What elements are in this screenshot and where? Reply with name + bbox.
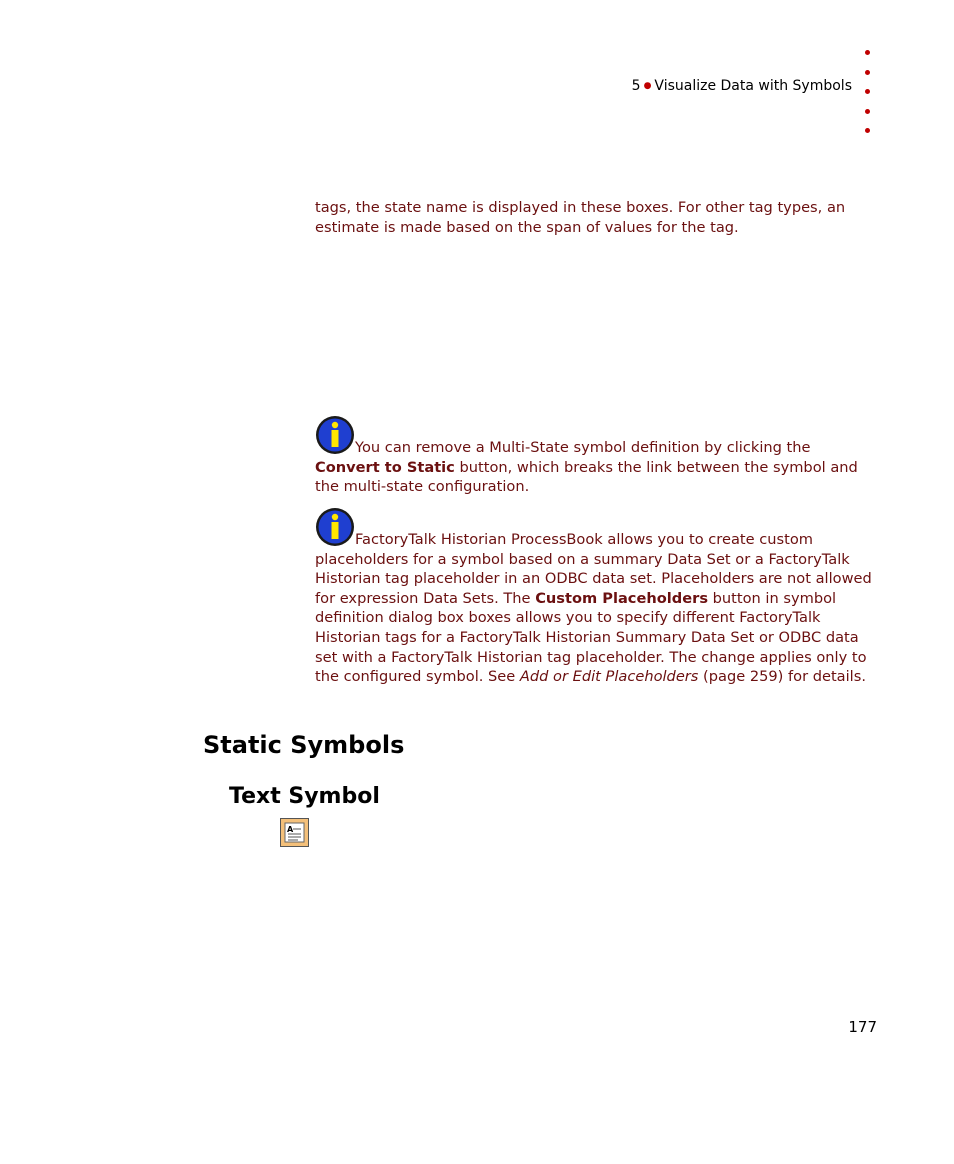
svg-text:A: A — [287, 825, 294, 834]
chapter-title: Visualize Data with Symbols — [654, 78, 852, 94]
info-icon — [315, 415, 355, 455]
note1-text: You can remove a Multi-State symbol definition by clicking the — [355, 439, 811, 456]
intro-paragraph: tags, the state name is displayed in these boxes. For other tag types, an estimate is made based on the span of values for the tag. — [315, 199, 846, 236]
info-icon — [315, 507, 355, 547]
running-header — [632, 78, 852, 94]
note-placeholders — [315, 507, 877, 687]
dot-icon — [865, 128, 870, 133]
text-symbol-icon — [280, 818, 309, 847]
section-heading: Static Symbols — [203, 731, 405, 759]
note2-text: FactoryTalk Historian ProcessBook allows you to create custom placeholders for a symbol based on a summary Data Set or a FactoryTalk Historian tag placeholder in an ODBC data set. Placeholders are not allowed for expression Data Sets. The — [315, 531, 872, 607]
note2-text-middle: button in symbol definition dialog box boxes allows you to specify different FactoryTalk Historian tags for a FactoryTalk Historian Summary Data Set or ODBC data set with a FactoryTalk Historian tag placeholder. The change applies only to the configured symbol. See — [315, 589, 867, 686]
convert-to-static-label: Convert to Static — [315, 458, 455, 476]
note1-text-after: button, which breaks the link between the symbol and the multi-state configuration. — [315, 458, 858, 496]
dot-icon — [865, 70, 870, 75]
note2-text-after: (page 259) for details. — [698, 668, 866, 686]
chapter-number: 5 — [631, 78, 641, 94]
dot-icon — [865, 109, 870, 114]
placeholders-link[interactable]: Add or Edit Placeholders — [519, 668, 699, 686]
dot-icon — [865, 89, 870, 94]
subsection-heading: Text Symbol — [229, 784, 380, 809]
custom-placeholders-label: Custom Placeholders — [535, 589, 709, 607]
note-multistate — [315, 415, 877, 497]
bullet-icon: ● — [643, 81, 652, 91]
dot-icon — [865, 50, 870, 55]
margin-dots — [865, 50, 873, 148]
page-number: 177 — [848, 1018, 877, 1036]
